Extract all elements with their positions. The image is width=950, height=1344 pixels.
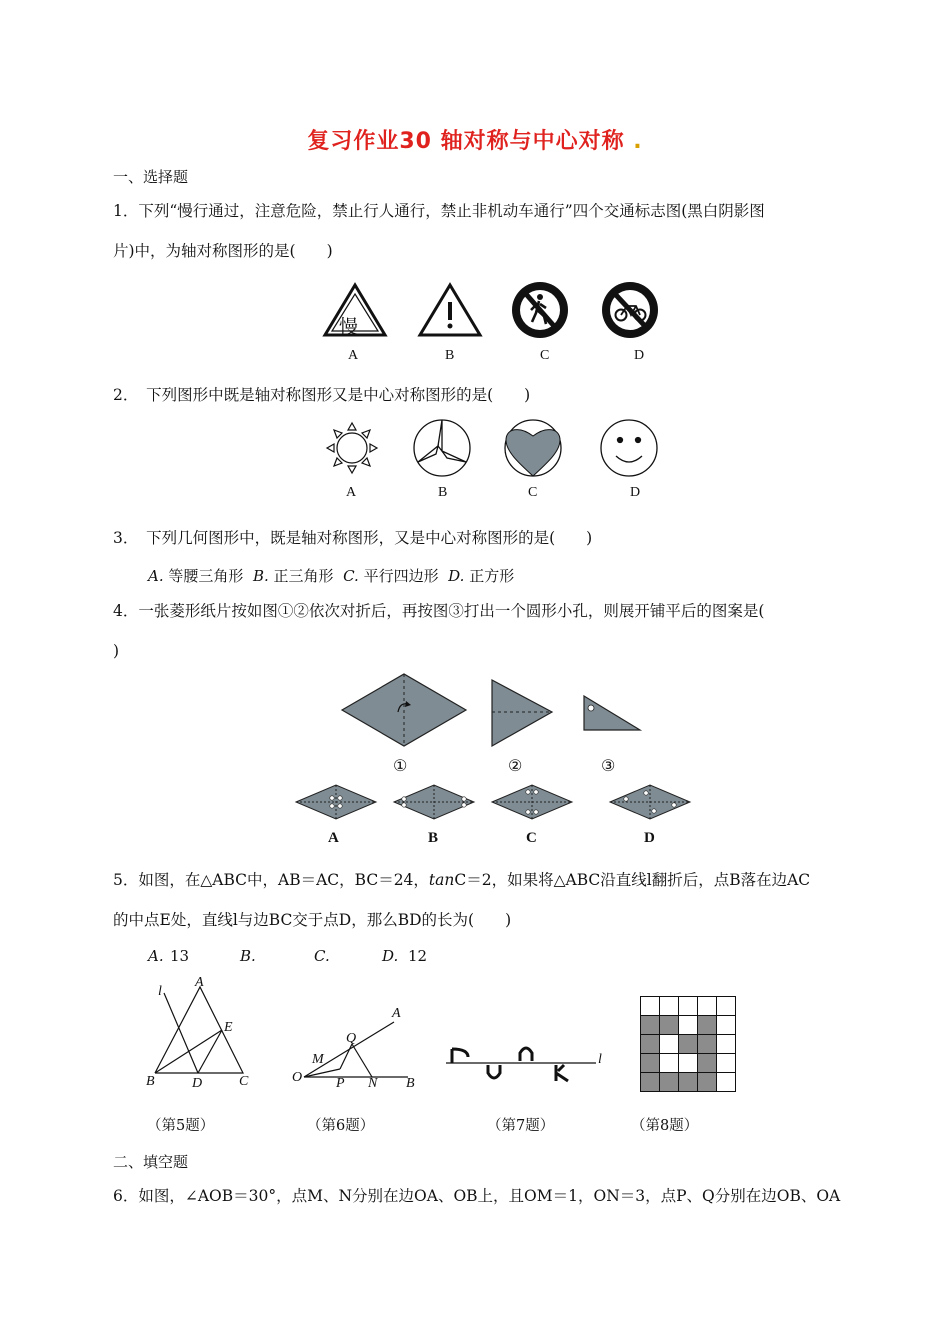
q5-line2: 的中点E处，直线l与边BC交于点D，那么BD的长为( ) [113,911,512,929]
grid-cell [716,1015,736,1035]
q4-fold-steps [330,670,660,750]
grid-cell [640,1015,660,1035]
q2-figures [320,418,660,483]
q4-step-1: ① [393,756,408,775]
fig6-label-q: Q [346,1031,357,1046]
q2-label-a: A [346,485,357,500]
q6-line1: 6．如图，∠AOB＝30°，点M、N分别在边OA、OB上，且OM＝1，ON＝3，点P、Q分别在边OB、OA [113,1187,841,1205]
fig6-label-p: P [336,1076,345,1091]
q5-line1: 5．如图，在△ABC中，AB＝AC，BC＝24，tanC＝2，如果将△ABC沿直线l翻折后，点B落在边AC [113,871,811,889]
grid-cell [678,1053,698,1073]
q1-label-a: A [348,348,359,363]
grid-cell [697,1034,717,1054]
page-title: 复习作业30 轴对称与中心对称 . [307,129,643,154]
q1-line2: 片)中，为轴对称图形的是( ) [113,242,333,260]
rhombus-option-b [394,785,474,819]
fig5-label-b: B [146,1074,155,1089]
q1-label-d: D [634,348,645,363]
q3-line1: 3． 下列几何图形中，既是轴对称图形，又是中心对称图形的是( ) [113,529,593,547]
sign-text-slow: 慢 [339,316,359,338]
fig7-label-l: l [598,1052,602,1067]
sun-figure [327,423,377,473]
sign-danger-triangle [420,285,480,335]
q4-step-3: ③ [601,756,616,775]
q4-label-d: D [644,830,655,846]
fig6-label-a: A [392,1006,401,1021]
fig5-label-l: l [158,984,162,999]
grid-cell [640,1053,660,1073]
figure-7-reflection [444,1045,604,1090]
fig6-label-m: M [312,1052,324,1067]
grid-cell [697,1072,717,1092]
caption-fig5: （第5题） [147,1118,215,1134]
grid-cell [640,1072,660,1092]
grid-cell [697,1015,717,1035]
circle-heart [505,420,561,476]
smiley-face [601,420,657,476]
grid-cell [716,1072,736,1092]
grid-cell [678,1015,698,1035]
q2-label-d: D [630,485,641,500]
fig6-label-n: N [368,1076,378,1091]
grid-cell [697,996,717,1016]
grid-cell [678,1072,698,1092]
section-heading-fill: 二、填空题 [113,1153,189,1171]
q4-line2: ) [113,642,120,660]
fig6-label-b: B [406,1076,415,1091]
grid-cell [659,1072,679,1092]
grid-cell [659,1015,679,1035]
q4-line1: 4．一张菱形纸片按如图①②依次对折后，再按图③打出一个圆形小孔，则展开铺平后的图案是( [113,602,765,620]
grid-cell [659,996,679,1016]
caption-fig7: （第7题） [487,1118,555,1134]
caption-fig6: （第6题） [307,1118,375,1134]
grid-cell [697,1053,717,1073]
grid-cell [678,996,698,1016]
q2-line1: 2． 下列图形中既是轴对称图形又是中心对称图形的是( ) [113,386,531,404]
grid-cell [640,1034,660,1054]
grid-cell [678,1034,698,1054]
q4-answer-options [290,782,700,824]
fig5-label-e: E [224,1020,233,1035]
q2-label-c: C [528,485,538,500]
q4-label-a: A [328,830,339,846]
grid-cell [716,1053,736,1073]
q4-label-c: C [526,830,537,846]
q1-traffic-signs [320,280,660,345]
grid-cell [716,996,736,1016]
fig5-label-d: D [192,1076,203,1091]
q4-step-2: ② [508,756,523,775]
q3-options: A. 等腰三角形 B. 正三角形 C. 平行四边形 D. 正方形 [148,567,515,585]
q1-label-c: C [540,348,550,363]
rhombus-step-1 [342,674,466,746]
q1-label-b: B [445,348,455,363]
rhombus-option-a [296,785,376,819]
triangle-step-3 [584,696,640,730]
sign-no-bicycle [602,282,658,338]
grid-cell [659,1034,679,1054]
grid-cell [640,996,660,1016]
grid-cell [716,1034,736,1054]
grid-cell [659,1053,679,1073]
triangle-step-2 [492,680,552,746]
fig5-label-c: C [239,1074,249,1089]
circle-three-segments [414,420,470,476]
sign-no-pedestrian [512,282,568,338]
caption-fig8: （第8题） [631,1118,699,1134]
rhombus-option-d [610,785,690,819]
fig6-label-o: O [292,1070,303,1085]
fig5-label-a: A [195,975,204,990]
q2-label-b: B [438,485,448,500]
q4-label-b: B [428,830,439,846]
figure-8-grid [640,996,735,1091]
rhombus-option-c [492,785,572,819]
q1-line1: 1．下列“慢行通过，注意危险，禁止行人通行，禁止非机动车通行”四个交通标志图(黑白阴影图 [113,202,765,220]
section-heading-choice: 一、选择题 [113,168,189,186]
